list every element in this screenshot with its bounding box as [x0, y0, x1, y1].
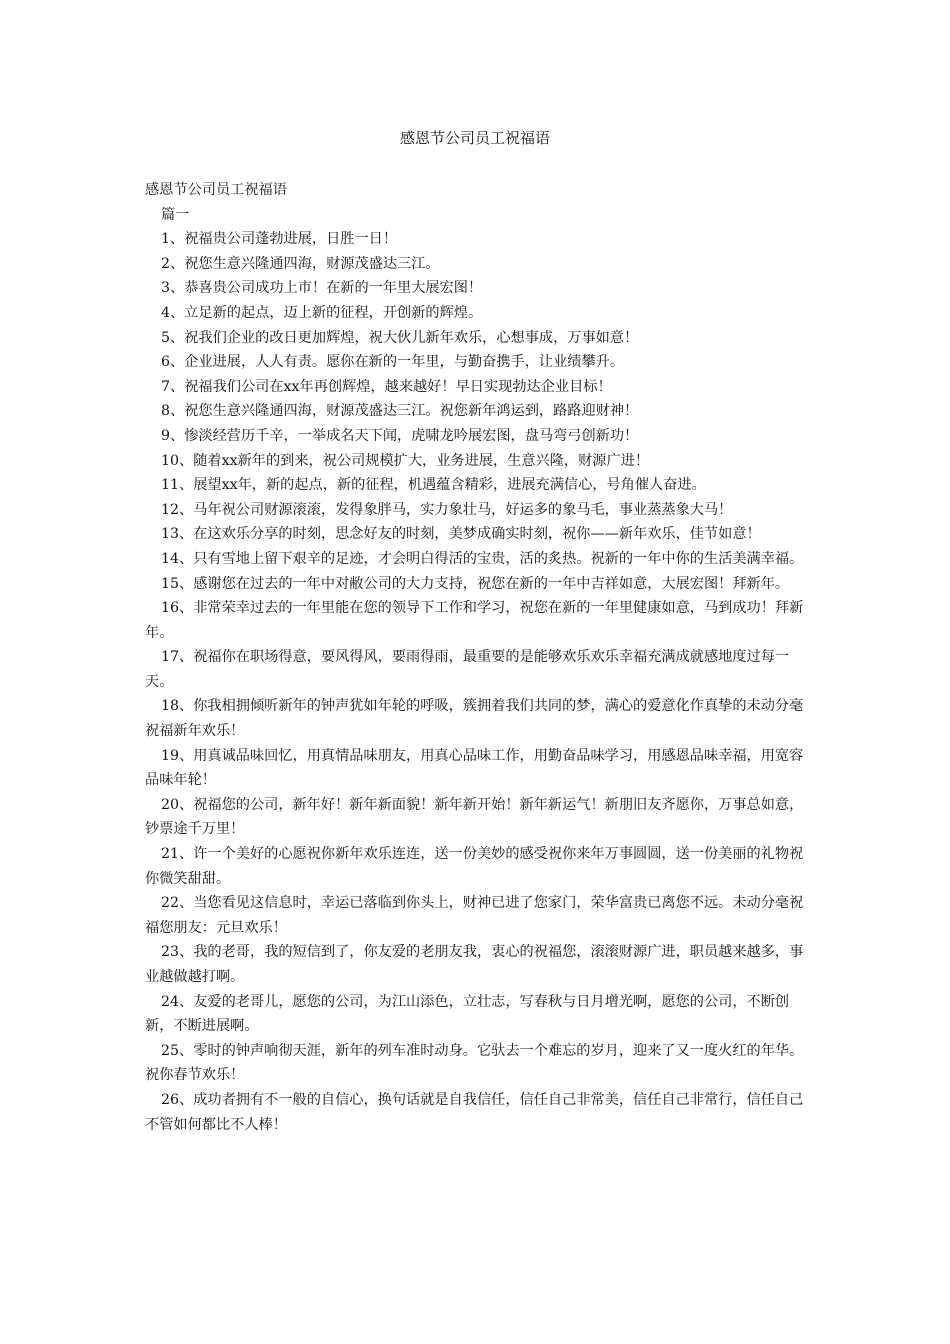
list-item: 12、马年祝公司财源滚滚，发得象胖马，实力象壮马，好运多的象马毛，事业蒸蒸象大马！ [161, 501, 733, 518]
list-item: 26、成功者拥有不一般的自信心，换句话就是自我信任，信任自己非常美，信任自己非常行，信任自己不管如何都比不人棒！ [145, 1091, 804, 1133]
document-body [145, 178, 810, 1137]
list-item: 1、祝福贵公司蓬勃进展，日胜一日！ [161, 231, 398, 248]
document-subtitle: 感恩节公司员工祝福语 [145, 182, 287, 198]
list-item: 11、展望xx年，新的起点，新的征程，机遇蕴含精彩，进展充满信心，号角催人奋进。 [161, 477, 706, 494]
list-item: 14、只有雪地上留下艰辛的足迹，才会明白得活的宝贵，活的炙热。祝新的一年中你的生活美满幸福。 [161, 550, 804, 567]
list-item: 21、许一个美好的心愿祝你新年欢乐连连，送一份美妙的感受祝你来年万事圆圆，送一份美丽的礼物祝你微笑甜甜。 [145, 846, 804, 887]
list-item: 16、非常荣幸过去的一年里能在您的领导下工作和学习，祝您在新的一年里健康如意，马到成功！拜新年。 [145, 600, 804, 641]
list-item: 18、你我相拥倾听新年的钟声犹如年轮的呼吸，簇拥着我们共同的梦，满心的爱意化作真挚的未动分毫祝福新年欢乐！ [145, 698, 804, 740]
list-item: 10、随着xx新年的到来，祝公司规模扩大，业务进展，生意兴隆，财源广进！ [161, 452, 650, 469]
list-item: 4、立足新的起点，迈上新的征程，开创新的辉煌。 [161, 304, 483, 321]
list-item: 25、零时的钟声响彻天涯，新年的列车准时动身。它驮去一个难忘的岁月，迎来了又一度火红的年华。祝你春节欢乐！ [145, 1042, 804, 1084]
document-title: 感恩节公司员工祝福语 [399, 129, 550, 147]
list-item: 3、恭喜贵公司成功上市！在新的一年里大展宏图！ [161, 280, 483, 297]
list-item: 22、当您看见这信息时，幸运已落临到你头上，财神已进了您家门，荣华富贵已离您不远。未动分毫祝福您朋友：元旦欢乐！ [145, 895, 804, 936]
list-item: 7、祝福我们公司在xx年再创辉煌，越来越好！早日实现勃达企业目标！ [161, 378, 612, 395]
list-item: 6、企业进展，人人有责。愿你在新的一年里，与勤奋携手，让业绩攀升。 [161, 354, 625, 371]
list-item: 2、祝您生意兴隆通四海，财源茂盛达三江。 [161, 255, 440, 272]
list-item: 24、友爱的老哥儿，愿您的公司，为江山添色，立壮志，写春秋与日月增光啊，愿您的公司，不断创新，不断进展啊。 [145, 993, 790, 1035]
list-item: 8、祝您生意兴隆通四海，财源茂盛达三江。祝您新年鸿运到，路路迎财神！ [161, 403, 639, 420]
section-heading: 篇一 [161, 206, 190, 223]
list-item: 20、祝福您的公司，新年好！新年新面貌！新年新开始！新年新运气！新朋旧友齐愿你，万事总如意，钞票途千万里！ [145, 796, 804, 838]
list-item: 5、祝我们企业的改日更加辉煌，祝大伙儿新年欢乐，心想事成，万事如意！ [161, 329, 639, 346]
list-item: 19、用真诚品味回忆，用真情品味朋友，用真心品味工作，用勤奋品味学习，用感恩品味幸福，用宽容品味年轮！ [145, 747, 804, 789]
list-item: 17、祝福你在职场得意，要风得风，要雨得雨，最重要的是能够欢乐欢乐幸福充满成就感地度过每一天。 [145, 649, 790, 690]
list-item: 15、感谢您在过去的一年中对敝公司的大力支持，祝您在新的一年中吉祥如意，大展宏图！拜新年。 [161, 575, 790, 592]
list-item: 23、我的老哥，我的短信到了，你友爱的老朋友我，衷心的祝福您，滚滚财源广进，职员越来越多，事业越做越打啊。 [145, 944, 804, 985]
list-item: 13、在这欢乐分享的时刻，思念好友的时刻，美梦成确实时刻，祝你——新年欢乐，佳节如意！ [161, 526, 761, 543]
list-item: 9、惨淡经营历千辛，一举成名天下闻，虎啸龙吟展宏图，盘马弯弓创新功！ [161, 427, 639, 444]
